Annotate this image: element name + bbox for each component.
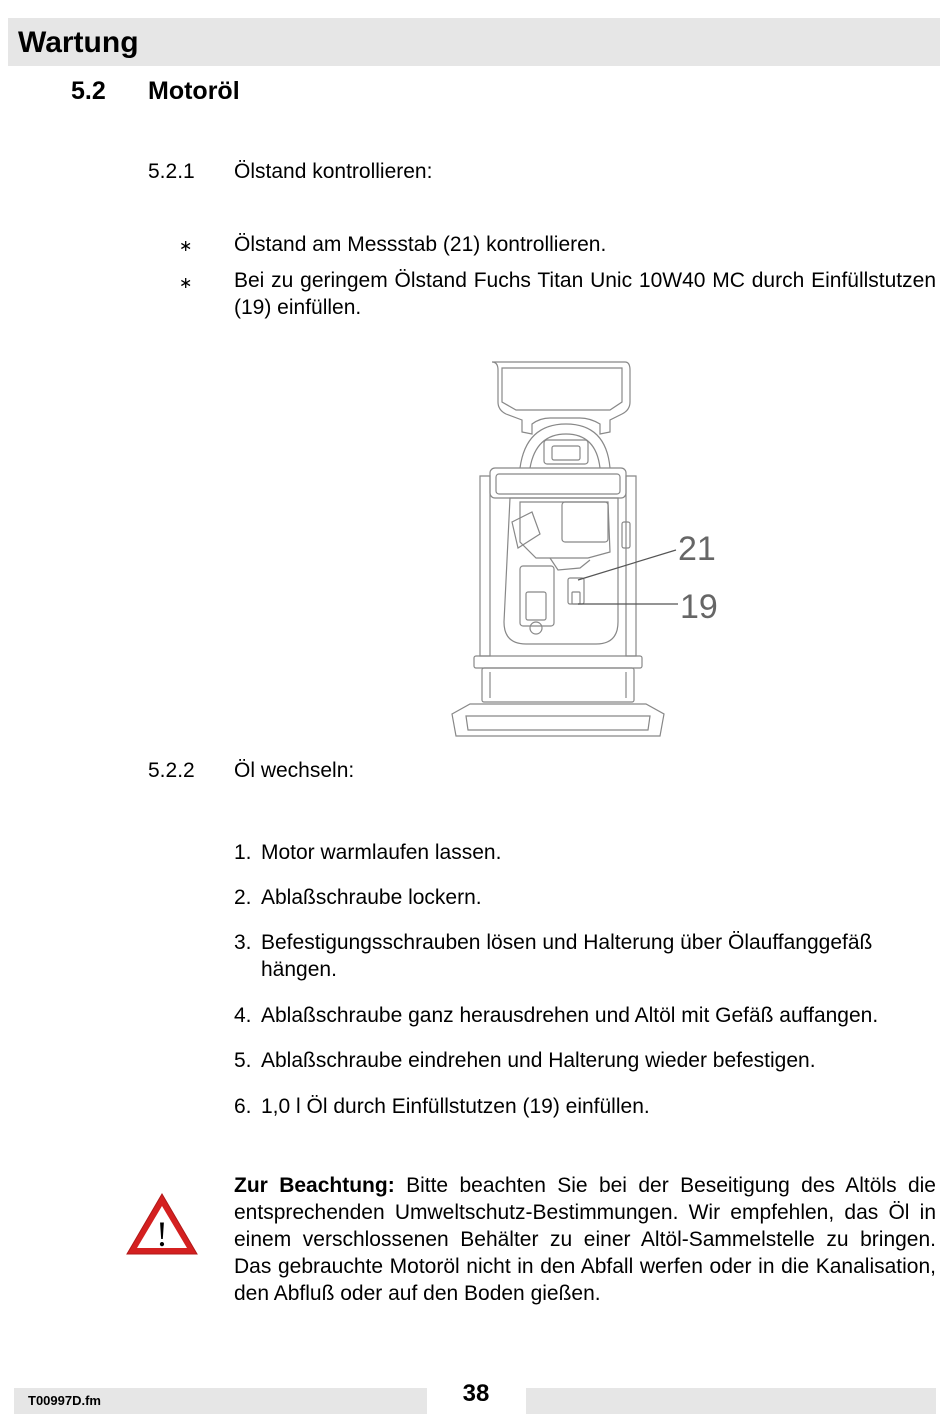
note-label: Zur Beachtung:: [234, 1174, 395, 1197]
warning-mark: !: [156, 1214, 168, 1254]
step-number: 2.: [234, 886, 252, 909]
list-item: [234, 839, 939, 866]
callout-label-19: 19: [680, 588, 718, 626]
bullet-marker: ∗: [179, 238, 193, 255]
subsection-number-change: 5.2.2: [148, 759, 195, 782]
header-bar: [8, 18, 940, 66]
subsection-title-check: Ölstand kontrollieren:: [234, 160, 433, 183]
note-paragraph: [234, 1172, 936, 1307]
page-number: 38: [462, 1380, 490, 1407]
step-number: 4.: [234, 1004, 252, 1027]
step-text: Befestigungsschrauben lösen und Halterung über Ölauffanggefäß: [261, 931, 873, 954]
step-text-continued: hängen.: [261, 958, 337, 981]
list-item: [234, 929, 939, 983]
machine-figure: [440, 352, 730, 744]
step-text: Motor warmlaufen lassen.: [261, 841, 502, 864]
section-number: 5.2: [71, 77, 106, 105]
step-text: Ablaßschraube lockern.: [261, 886, 482, 909]
warning-icon: [124, 1190, 200, 1258]
subsection-title-change: Öl wechseln:: [234, 759, 355, 782]
step-number: 3.: [234, 931, 252, 954]
step-text: Ablaßschraube eindrehen und Halterung wieder befestigen.: [261, 1049, 816, 1072]
step-number: 5.: [234, 1049, 252, 1072]
step-text: Ablaßschraube ganz herausdrehen und Altöl mit Gefäß auffangen.: [261, 1004, 879, 1027]
step-text: 1,0 l Öl durch Einfüllstutzen (19) einfüllen.: [261, 1095, 650, 1118]
list-item: [234, 1047, 939, 1074]
note-text: Bitte beachten Sie bei der Beseitigung des Altöls die entsprechenden Umweltschutz-Bestimmungen. Wir empfehlen, das Öl in einem verschlossenen Behälter zu einer Altöl-Sammelstelle zu bringen. Das gebrauchte Motoröl nicht in den Abfall werfen oder in die Kanalisation, den Abfluß oder auf den Boden gießen.: [234, 1174, 936, 1305]
callout-label-21: 21: [678, 530, 716, 568]
list-item: [234, 1093, 939, 1120]
footer-filename: T00997D.fm: [28, 1393, 101, 1408]
step-number: 6.: [234, 1095, 252, 1118]
list-item: [234, 1002, 939, 1029]
section-title: Motoröl: [148, 77, 240, 105]
bullet-text: Bei zu geringem Ölstand Fuchs Titan Unic 10W40 MC durch Einfüllstutzen (19) einfüllen.: [234, 269, 936, 319]
step-number: 1.: [234, 841, 252, 864]
list-item: [234, 884, 939, 911]
page-title: Wartung: [18, 26, 139, 59]
bullet-marker: ∗: [179, 275, 193, 292]
footer-bar-right: [526, 1388, 936, 1414]
bullet-text: Ölstand am Messstab (21) kontrollieren.: [234, 233, 607, 256]
subsection-number-check: 5.2.1: [148, 160, 195, 183]
